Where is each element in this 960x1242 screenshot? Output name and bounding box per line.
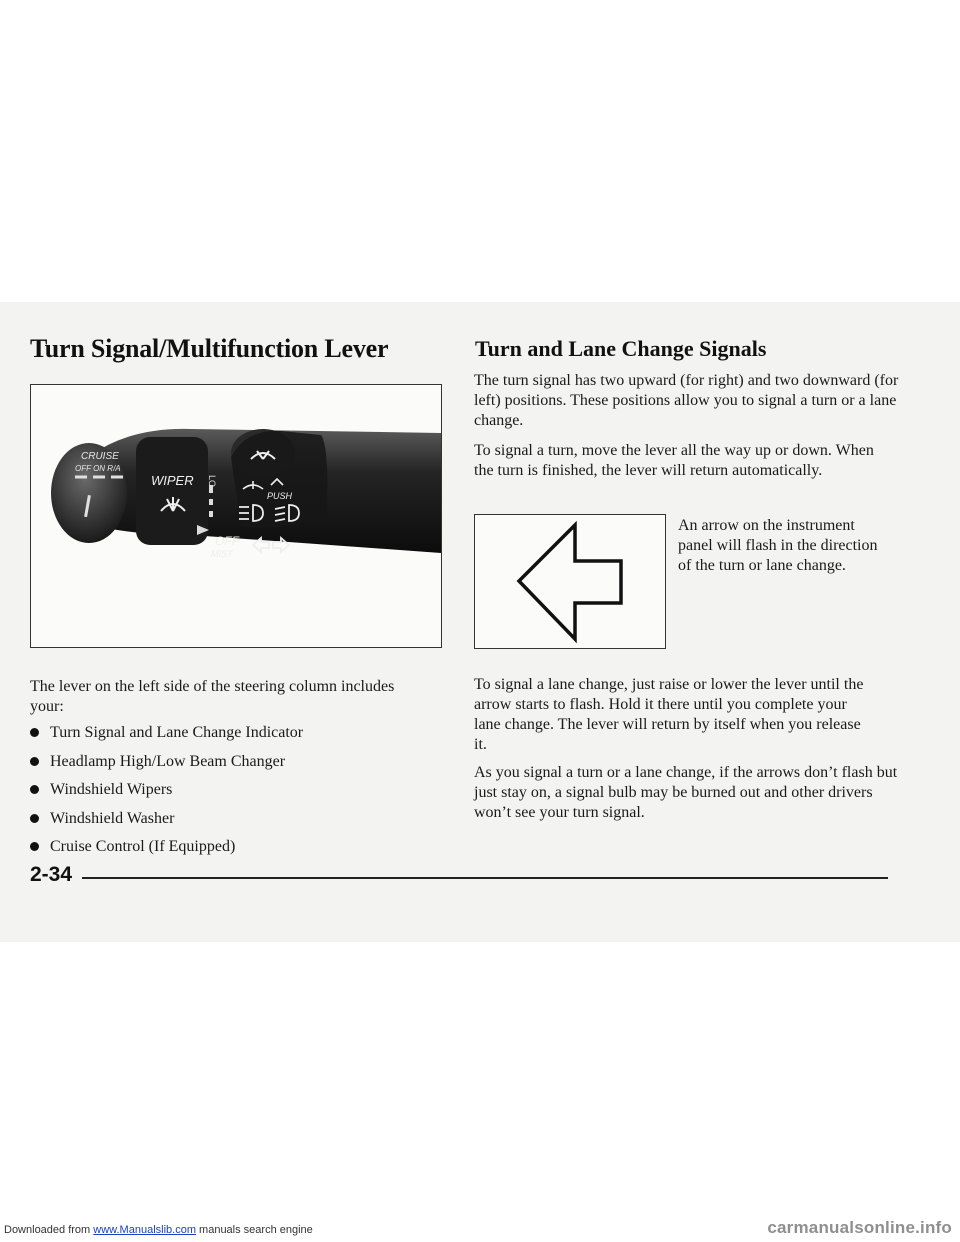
section-title-turn-signals: Turn and Lane Change Signals (475, 336, 767, 361)
list-item: Turn Signal and Lane Change Indicator (30, 723, 303, 752)
list-item: Windshield Wipers (30, 780, 303, 809)
list-item: Cruise Control (If Equipped) (30, 837, 303, 866)
lever-intro-text: The lever on the left side of the steering column includes your: (30, 678, 395, 715)
watermark: carmanualsonline.info (767, 1218, 952, 1237)
lane-change-text: To signal a lane change, just raise or lower the lever until the arrow starts to flash. Hold it there until you complete your lane change. The lever will return by itself when you release it. (474, 676, 864, 753)
off-label: OFF (215, 534, 239, 548)
bullet-icon (30, 757, 39, 766)
bullet-icon (30, 785, 39, 794)
page-number: 2-34 (30, 863, 73, 886)
wiper-label: WIPER (151, 473, 194, 488)
signal-turn-text: To signal a turn, move the lever all the way up or down. When the turn is finished, the lever will return automatically. (474, 442, 874, 479)
manualslib-link[interactable]: www.Manualslib.com (93, 1224, 196, 1236)
push-label: PUSH (267, 491, 293, 501)
mist-label: MIST (211, 549, 233, 559)
bullet-icon (30, 814, 39, 823)
cruise-label: CRUISE (81, 451, 119, 462)
turn-signal-positions-text: The turn signal has two upward (for right) and two downward (for left) positions. These positions allow you to signal a turn or a lane change. (474, 372, 899, 429)
bullet-icon (30, 842, 39, 851)
footer-rule (82, 877, 888, 879)
bullet-icon (30, 728, 39, 737)
list-item: Headlamp High/Low Beam Changer (30, 752, 303, 781)
download-notice: Downloaded from www.Manualslib.com manuals search engine (4, 1224, 313, 1236)
download-footer (0, 1216, 960, 1242)
cruise-modes-label: OFF ON R/A (75, 464, 121, 473)
bulb-burned-out-text: As you signal a turn or a lane change, if the arrows don’t flash but just stay on, a signal bulb may be burned out and other drivers won’t see your turn signal. (474, 764, 898, 821)
list-item: Windshield Washer (30, 809, 303, 838)
arrow-flash-text: An arrow on the instrument panel will flash in the direction of the turn or lane change. (678, 517, 878, 574)
section-title-multifunction-lever: Turn Signal/Multifunction Lever (30, 334, 389, 363)
lo-label: LO (207, 475, 217, 488)
left-arrow-icon (519, 525, 621, 639)
lever-functions-list (30, 723, 303, 866)
manual-page (0, 302, 960, 942)
multifunction-lever-photo (30, 384, 442, 648)
turn-indicator-illustration (474, 514, 666, 649)
